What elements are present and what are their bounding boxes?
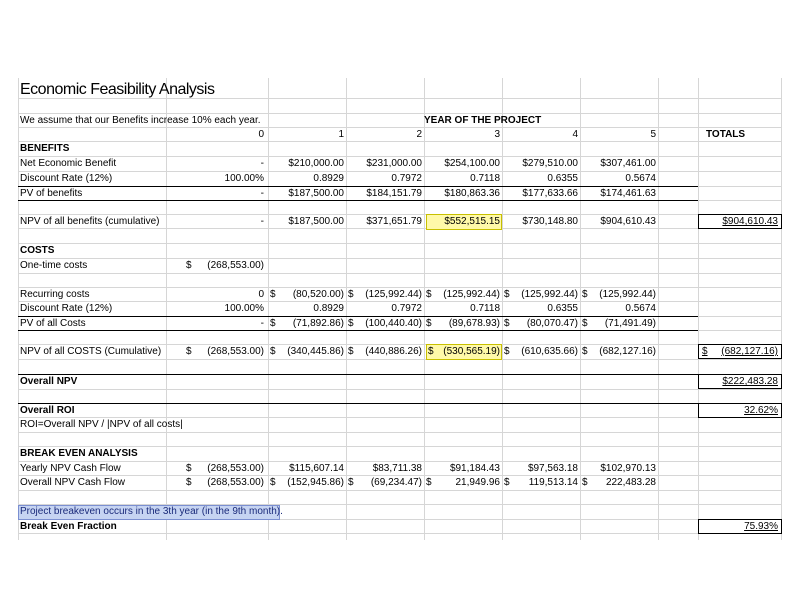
recurring-dollar-y2: $: [348, 289, 354, 300]
breakeven-note[interactable]: Project breakeven occurs in the 3th year (in the 9th month).: [20, 506, 283, 517]
breakeven-fraction-label: Break Even Fraction: [20, 521, 117, 532]
overall-cf-y4: 119,513.14: [528, 477, 578, 488]
sheet-title: Economic Feasibility Analysis: [20, 81, 215, 98]
year-5: 5: [650, 129, 656, 140]
overall-roi-total: 32.62%: [744, 405, 778, 416]
gridline: [346, 78, 347, 540]
pv-costs-y5: (71,491.49): [604, 318, 656, 329]
npv-costs-y3: (530,565.19): [443, 346, 500, 357]
yearly-y2: $83,711.38: [372, 463, 422, 474]
overall-cf-dollar-y3: $: [426, 477, 432, 488]
pv-costs-dollar-y3: $: [426, 318, 432, 329]
pv-costs-y3: (89,678.93): [448, 318, 500, 329]
npv-benefits-total: $904,610.43: [722, 216, 778, 227]
breakeven-fraction-total: 75.93%: [744, 521, 778, 532]
recurring-dollar-y1: $: [270, 289, 276, 300]
gridline: [18, 273, 782, 274]
recurring-y0: 0: [258, 289, 264, 300]
benefit-rate-y2: 0.7972: [391, 173, 422, 184]
gridline: [18, 533, 782, 534]
recurring-y5: (125,992.44): [599, 289, 656, 300]
recurring-y2: (125,992.44): [365, 289, 422, 300]
npv-costs-dollar-y5: $: [582, 346, 588, 357]
pv-costs-dollar-y5: $: [582, 318, 588, 329]
overall-cf-dollar-y2: $: [348, 477, 354, 488]
gridline: [18, 141, 782, 142]
yearly-y5: $102,970.13: [600, 463, 656, 474]
gridline: [18, 475, 782, 476]
recurring-costs-label: Recurring costs: [20, 289, 90, 300]
row-border: [18, 330, 698, 331]
recurring-y1: (80,520.00): [292, 289, 344, 300]
gridline: [18, 287, 782, 288]
row-border: [18, 403, 698, 404]
yearly-y3: $91,184.43: [449, 463, 500, 474]
cost-rate-y3: 0.7118: [470, 303, 500, 314]
onetime-value: (268,553.00): [207, 260, 264, 271]
gridline: [18, 446, 782, 447]
gridline: [580, 78, 581, 540]
yearly-y0: (268,553.00): [207, 463, 264, 474]
npv-benefits-y3: $552,515.15: [444, 216, 500, 227]
gridline: [18, 359, 782, 360]
npv-costs-y2: (440,886.26): [365, 346, 422, 357]
onetime-costs-label: One-time costs: [20, 260, 88, 271]
npv-costs-dollar-y3: $: [428, 346, 434, 357]
npv-costs-y5: (682,127.16): [599, 346, 656, 357]
gridline: [502, 78, 503, 540]
overall-cf-y0: (268,553.00): [207, 477, 264, 488]
gridline: [18, 389, 782, 390]
gridline: [18, 127, 782, 128]
pv-benefits-label: PV of benefits: [20, 188, 83, 199]
year-header: YEAR OF THE PROJECT: [424, 115, 542, 126]
net-benefit-y1: $210,000.00: [288, 158, 344, 169]
overall-npv-total: $222,483.28: [722, 376, 778, 387]
gridline: [698, 78, 699, 540]
gridline: [166, 78, 167, 540]
cost-rate-y2: 0.7972: [391, 303, 422, 314]
overall-cf-dollar-y4: $: [504, 477, 510, 488]
cost-rate-y1: 0.8929: [313, 303, 344, 314]
recurring-dollar-y4: $: [504, 289, 510, 300]
pv-benefits-y3: $180,863.36: [444, 188, 500, 199]
recurring-y3: (125,992.44): [443, 289, 500, 300]
year-2: 2: [416, 129, 422, 140]
cost-rate-y4: 0.6355: [547, 303, 578, 314]
cost-rate-y0: 100.00%: [224, 303, 264, 314]
gridline: [18, 417, 782, 418]
gridline: [424, 78, 425, 540]
gridline: [18, 432, 782, 433]
spreadsheet[interactable]: [18, 78, 782, 540]
row-border: [18, 316, 698, 317]
recurring-dollar-y5: $: [582, 289, 588, 300]
yearly-cashflow-label: Yearly NPV Cash Flow: [20, 463, 121, 474]
gridline: [18, 461, 782, 462]
overall-cf-dollar-y1: $: [270, 477, 276, 488]
npv-costs-y4: (610,635.66): [521, 346, 578, 357]
pv-costs-y2: (100,440.40): [365, 318, 422, 329]
npv-benefits-label: NPV of all benefits (cumulative): [20, 216, 160, 227]
yearly-y4: $97,563.18: [527, 463, 578, 474]
net-benefit-y4: $279,510.00: [522, 158, 578, 169]
net-benefit-y0: -: [260, 158, 264, 169]
net-benefit-y3: $254,100.00: [444, 158, 500, 169]
pv-benefits-y4: $177,633.66: [522, 188, 578, 199]
year-1: 1: [338, 129, 344, 140]
gridline: [18, 78, 19, 540]
row-border: [18, 374, 698, 375]
cost-rate-y5: 0.5674: [625, 303, 656, 314]
net-benefit-label: Net Economic Benefit: [20, 158, 117, 169]
gridline: [18, 490, 782, 491]
npv-costs-total-dollar: $: [702, 346, 708, 357]
cost-rate-label: Discount Rate (12%): [20, 303, 113, 314]
npv-costs-y1: (340,445.86): [287, 346, 344, 357]
overall-cashflow-label: Overall NPV Cash Flow: [20, 477, 126, 488]
benefit-rate-y5: 0.5674: [625, 173, 656, 184]
npv-benefits-y4: $730,148.80: [522, 216, 578, 227]
row-border: [18, 200, 698, 201]
pv-costs-dollar-y1: $: [270, 318, 276, 329]
roi-formula: ROI=Overall NPV / |NPV of all costs|: [20, 419, 183, 430]
year-0: 0: [258, 129, 264, 140]
benefit-rate-y4: 0.6355: [547, 173, 578, 184]
recurring-y4: (125,992.44): [521, 289, 578, 300]
benefit-rate-y0: 100.00%: [224, 173, 264, 184]
npv-costs-dollar-y1: $: [270, 346, 276, 357]
gridline: [18, 243, 782, 244]
pv-costs-y0: -: [260, 318, 264, 329]
gridline: [18, 113, 782, 114]
gridline: [18, 214, 782, 215]
npv-costs-total: (682,127.16): [721, 346, 778, 357]
pv-costs-label: PV of all Costs: [20, 318, 86, 329]
yearly-dollar-y0: $: [186, 463, 192, 474]
pv-costs-y1: (71,892.86): [292, 318, 344, 329]
pv-benefits-y0: -: [260, 188, 264, 199]
overall-cf-dollar-y0: $: [186, 477, 192, 488]
benefits-heading: BENEFITS: [20, 143, 70, 154]
assumption-text: We assume that our Benefits increase 10% each year.: [20, 115, 261, 126]
net-benefit-y5: $307,461.00: [600, 158, 656, 169]
npv-benefits-y5: $904,610.43: [600, 216, 656, 227]
overall-cf-y3: 21,949.96: [455, 477, 500, 488]
benefit-rate-label: Discount Rate (12%): [20, 173, 113, 184]
year-3: 3: [494, 129, 500, 140]
npv-costs-label: NPV of all COSTS (Cumulative): [20, 346, 162, 357]
gridline: [18, 301, 782, 302]
overall-npv-label: Overall NPV: [20, 376, 78, 387]
npv-costs-y0: (268,553.00): [207, 346, 264, 357]
pv-costs-dollar-y4: $: [504, 318, 510, 329]
overall-cf-y5: 222,483.28: [605, 477, 656, 488]
overall-cf-y1: (152,945.86): [287, 477, 344, 488]
npv-benefits-y0: -: [260, 216, 264, 227]
overall-cf-dollar-y5: $: [582, 477, 588, 488]
breakeven-heading: BREAK EVEN ANALYSIS: [20, 448, 138, 459]
overall-cf-y2: (69,234.47): [370, 477, 422, 488]
gridline: [18, 156, 782, 157]
pv-benefits-y5: $174,461.63: [600, 188, 656, 199]
gridline: [18, 171, 782, 172]
pv-benefits-y2: $184,151.79: [366, 188, 422, 199]
yearly-y1: $115,607.14: [289, 463, 344, 474]
gridline: [268, 78, 269, 540]
npv-costs-dollar-y2: $: [348, 346, 354, 357]
gridline: [658, 78, 659, 540]
pv-benefits-y1: $187,500.00: [288, 188, 344, 199]
npv-benefits-y1: $187,500.00: [288, 216, 344, 227]
gridline: [18, 344, 782, 345]
gridline: [18, 258, 782, 259]
gridline: [781, 78, 782, 540]
gridline: [18, 228, 782, 229]
year-4: 4: [572, 129, 578, 140]
npv-costs-dollar-y4: $: [504, 346, 510, 357]
benefit-rate-y1: 0.8929: [313, 173, 344, 184]
recurring-dollar-y3: $: [426, 289, 432, 300]
npv-benefits-y2: $371,651.79: [366, 216, 422, 227]
overall-roi-label: Overall ROI: [20, 405, 75, 416]
costs-heading: COSTS: [20, 245, 55, 256]
row-border: [18, 186, 698, 187]
benefit-rate-y3: 0.7118: [470, 173, 500, 184]
pv-costs-dollar-y2: $: [348, 318, 354, 329]
pv-costs-y4: (80,070.47): [526, 318, 578, 329]
totals-header: TOTALS: [706, 129, 746, 140]
onetime-dollar: $: [186, 260, 192, 271]
net-benefit-y2: $231,000.00: [366, 158, 422, 169]
npv-costs-dollar-y0: $: [186, 346, 192, 357]
